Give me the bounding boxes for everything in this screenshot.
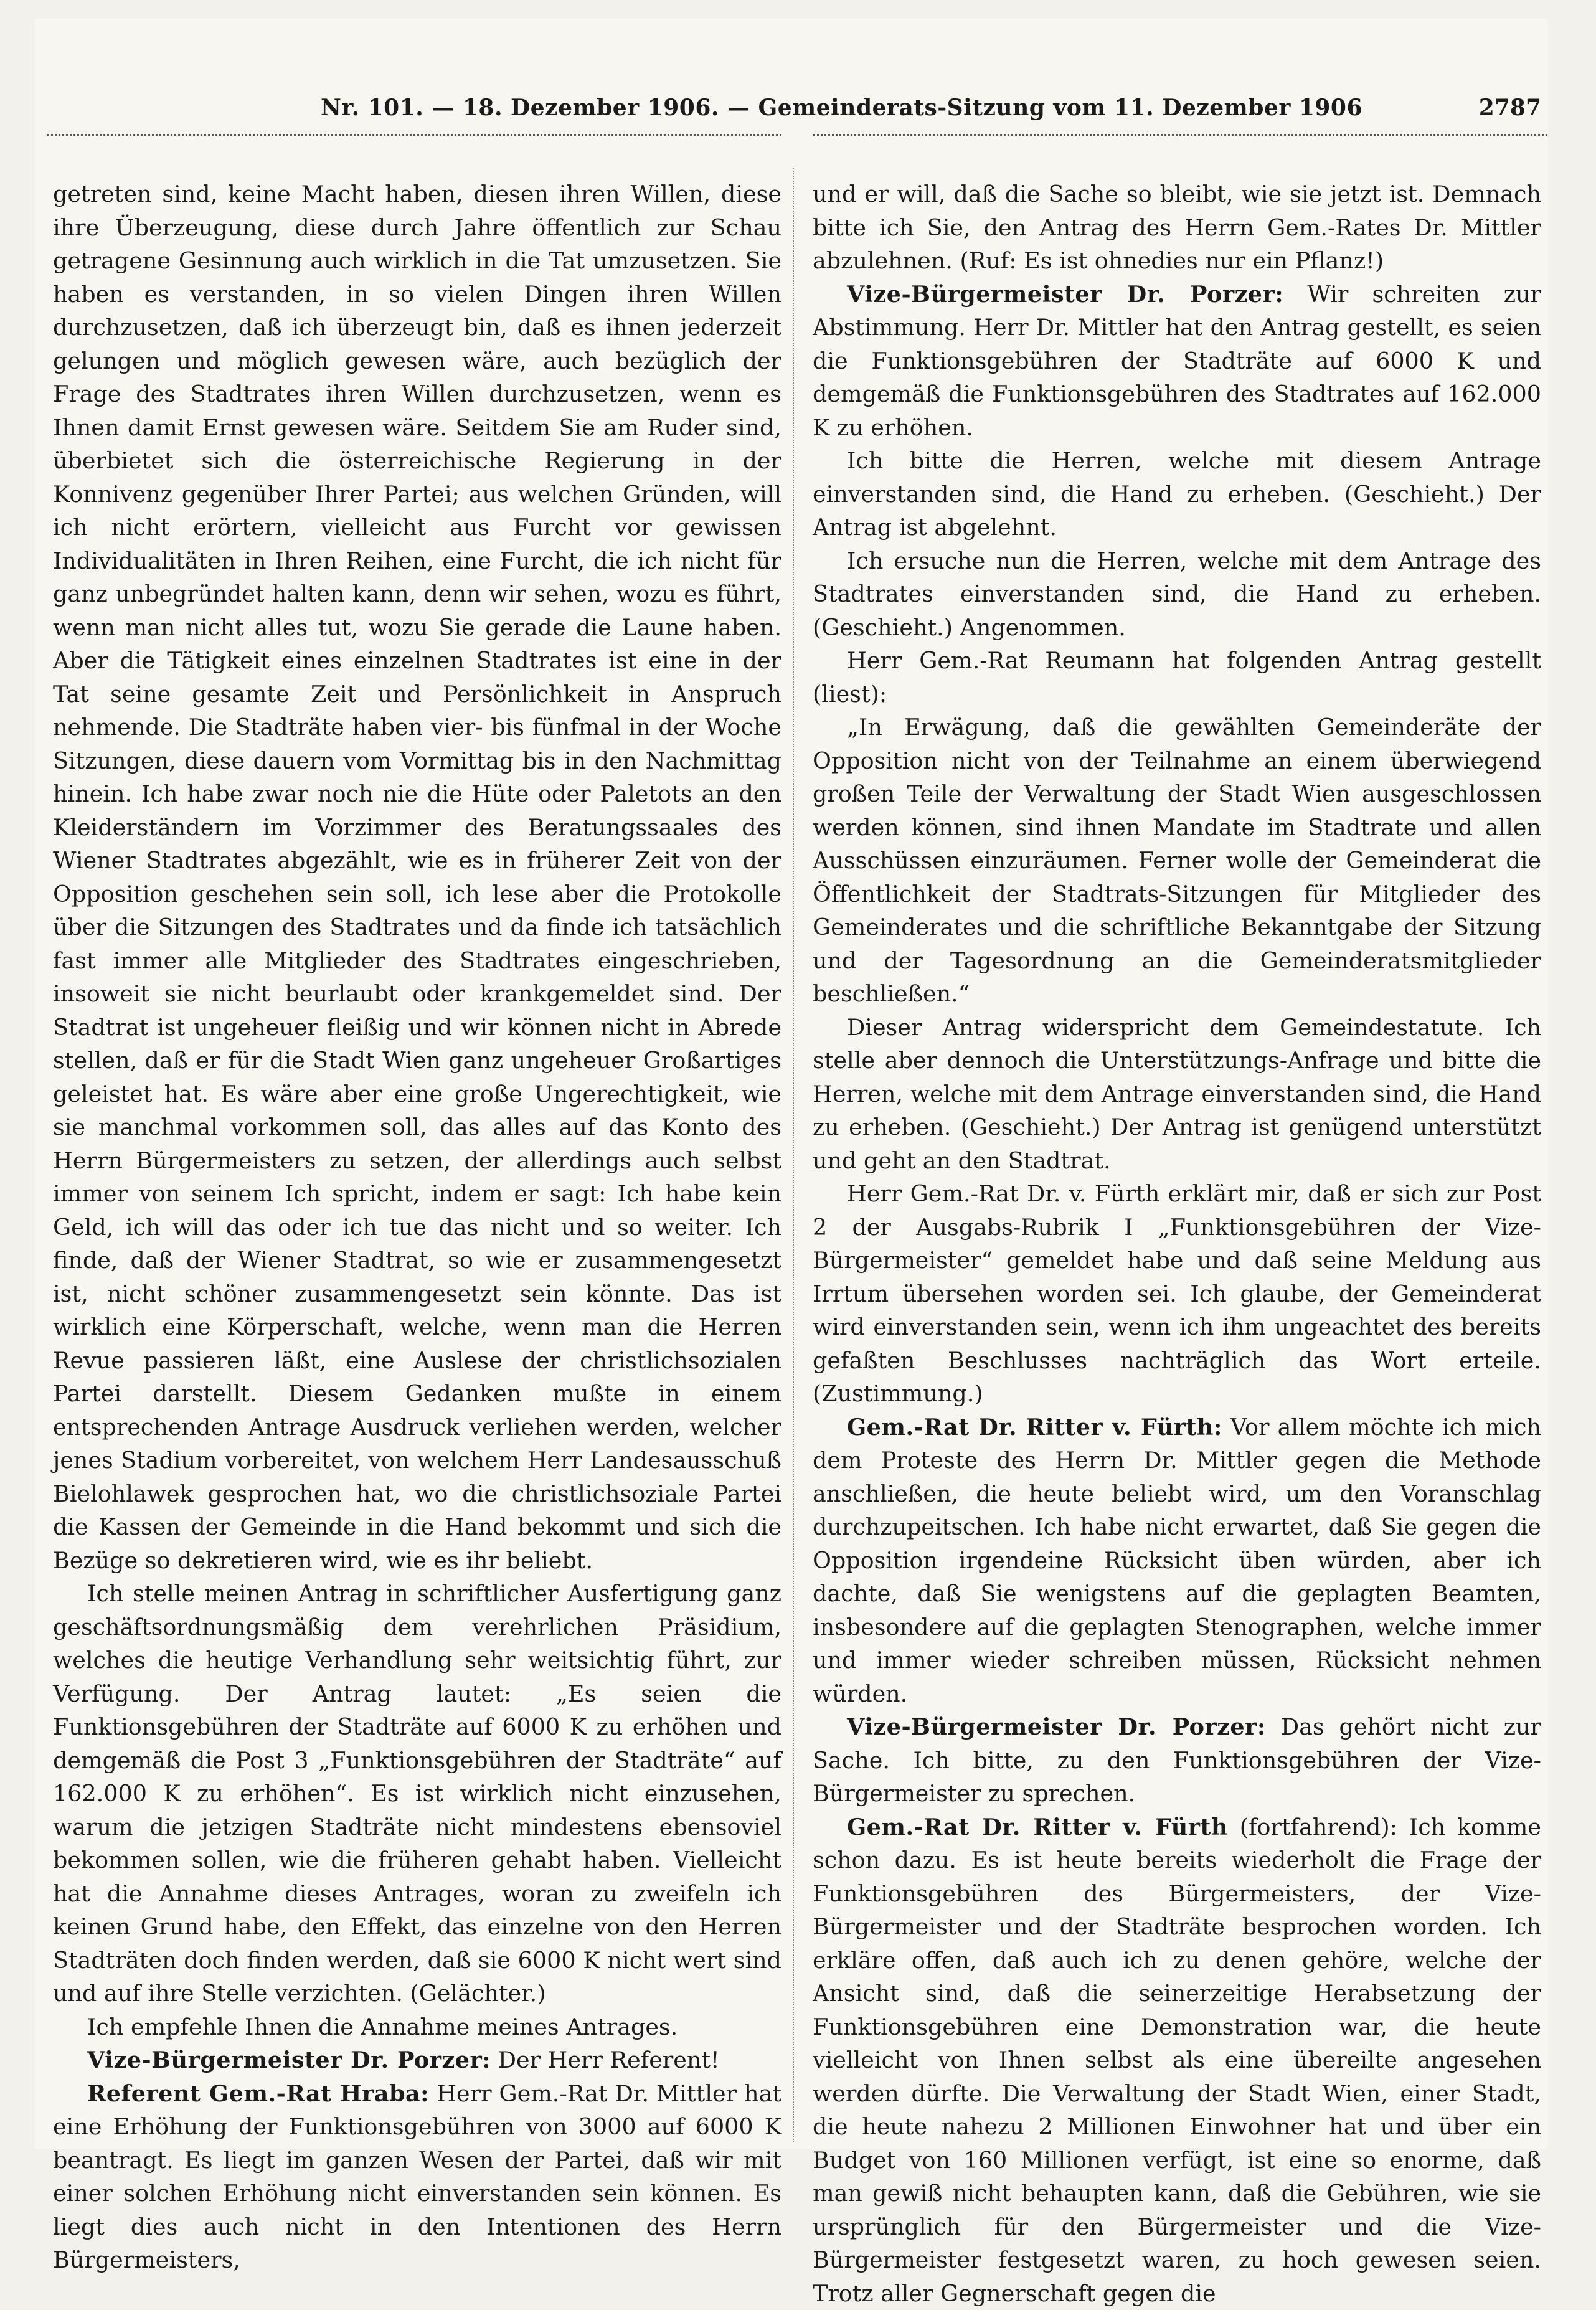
newspaper-page — [34, 19, 1547, 2149]
paragraph: und er will, daß die Sache so bleibt, wie sie jetzt ist. Demnach bitte ich Sie, den Antrag des Herrn Gem.-Rates Dr. Mittler abzulehnen. (Ruf: Es ist ohnedies nur ein Pflanz!) — [813, 178, 1541, 278]
paragraph: Ich bitte die Herren, welche mit diesem Antrage einverstanden sind, die Hand zu erheben. (Geschieht.) Der Antrag ist abgelehnt. — [813, 444, 1541, 544]
speech-paragraph — [813, 1811, 1541, 2310]
page-number: 2787 — [1479, 95, 1541, 121]
speech-paragraph — [813, 1710, 1541, 1811]
left-column — [53, 178, 781, 2277]
header-title: Nr. 101. — 18. Dezember 1906. — Gemeinderats-Sitzung vom 11. Dezember 1906 — [321, 95, 1362, 121]
page-header — [34, 81, 1547, 131]
speaker-name: Referent Gem.-Rat Hraba: — [87, 2080, 429, 2107]
quoted-motion: „In Erwägung, daß die gewählten Gemeinderäte der Opposition nicht von der Teilnahme an einem überwiegend großen Teile der Verwaltung der Stadt Wien ausgeschlossen werden können, sind ihnen Mandate im Stadtrate und allen Ausschüssen einzuräumen. Ferner wolle der Gemeinderat die Öffentlichkeit der Stadtrats-Sitzungen für Mitglieder des Gemeinderates und die schriftliche Bekanntgabe der Sitzung und der Tagesordnung an die Gemeinderatsmitglieder beschließen.“ — [813, 711, 1541, 1011]
speech-text: Herr Gem.-Rat Dr. Mittler hat eine Erhöhung der Funktionsgebühren von 3000 auf 6000 K beantragt. Es liegt im ganzen Wesen der Partei, daß wir mit einer solchen Erhöhung nicht einverstanden sein können. Es liegt dies auch nicht in den Intentionen des Herrn Bürgermeisters, — [53, 2080, 781, 2274]
column-divider — [793, 168, 794, 2142]
paragraph: Dieser Antrag widerspricht dem Gemeindestatute. Ich stelle aber dennoch die Unterstützungs-Anfrage und bitte die Herren, welche mit dem Antrage einverstanden sind, die Hand zu erheben. (Geschieht.) Der Antrag ist genügend unterstützt und geht an den Stadtrat. — [813, 1011, 1541, 1178]
speech-text: Das gehört nicht zur Sache. Ich bitte, zu den Funktionsgebühren der Vize-Bürgermeister zu sprechen. — [813, 1713, 1541, 1807]
speech-text: Vor allem möchte ich mich dem Proteste des Herrn Dr. Mittler gegen die Methode anschließen, die heute beliebt wird, um den Voranschlag durchzupeitschen. Ich habe nicht erwartet, daß Sie gegen die Opposition irgendeine Rücksicht üben würden, aber ich dachte, daß Sie wenigstens auf die geplagten Beamten, insbesondere auf die geplagten Stenographen, welche immer und immer wieder schreiben müssen, Rücksicht nehmen würden. — [813, 1414, 1541, 1707]
right-column — [813, 178, 1541, 2310]
speaker-name: Vize-Bürgermeister Dr. Porzer: — [847, 1713, 1266, 1740]
speech-paragraph — [53, 2043, 781, 2077]
speaker-name: Gem.-Rat Dr. Ritter v. Fürth — [847, 1814, 1228, 1840]
paragraph: Herr Gem.-Rat Reumann hat folgenden Antrag gestellt (liest): — [813, 644, 1541, 711]
paragraph: Herr Gem.-Rat Dr. v. Fürth erklärt mir, daß er sich zur Post 2 der Ausgabs-Rubrik I „Funktionsgebühren der Vize-Bürgermeister“ gemeldet habe und daß seine Meldung aus Irrtum übersehen worden sei. Ich glaube, der Gemeinderat wird einverstanden sein, wenn ich ihm ungeachtet des bereits gefaßten Beschlusses nachträglich das Wort erteile. (Zustimmung.) — [813, 1177, 1541, 1411]
speaker-name: Gem.-Rat Dr. Ritter v. Fürth: — [847, 1414, 1222, 1441]
paragraph: Ich empfehle Ihnen die Annahme meines Antrages. — [53, 2010, 781, 2044]
speaker-name: Vize-Bürgermeister Dr. Porzer: — [847, 281, 1283, 308]
header-rule-left — [47, 134, 781, 140]
paragraph: Ich stelle meinen Antrag in schriftlicher Ausfertigung ganz geschäftsordnungsmäßig dem verehrlichen Präsidium, welches die heutige Verhandlung sehr weitsichtig führt, zur Verfügung. Der Antrag lautet: „Es seien die Funktionsgebühren der Stadträte auf 6000 K zu erhöhen und demgemäß die Post 3 „Funktionsgebühren der Stadträte“ auf 162.000 K zu erhöhen“. Es ist wirklich nicht einzusehen, warum die jetzigen Stadträte nicht mindestens ebensoviel bekommen sollen, wie die früheren gehabt haben. Vielleicht hat die Annahme dieses Antrages, woran zu zweifeln ich keinen Grund habe, den Effekt, das einzelne von den Herren Stadträten doch finden werden, daß sie 6000 K nicht wert sind und auf ihre Stelle verzichten. (Gelächter.) — [53, 1577, 781, 2010]
speech-paragraph — [53, 2077, 781, 2277]
speech-text: Wir schreiten zur Abstimmung. Herr Dr. Mittler hat den Antrag gestellt, es seien die Funktionsgebühren der Stadträte auf 6000 K und demgemäß die Funktionsgebühren des Stadtrates auf 162.000 K zu erhöhen. — [813, 281, 1541, 441]
speech-text: (fortfahrend): Ich komme schon dazu. Es ist heute bereits wiederholt die Frage der Funktionsgebühren des Bürgermeisters, der Vize-Bürgermeister und der Stadträte besprochen worden. Ich erkläre offen, daß auch ich zu denen gehöre, welche der Ansicht sind, daß die seinerzeitige Herabsetzung der Funktionsgebühren eine Demonstration war, die heute vielleicht von Ihnen selbst als eine übereilte angesehen werden dürfte. Die Verwaltung der Stadt Wien, einer Stadt, die heute nahezu 2 Millionen Einwohner hat und über ein Budget von 160 Millionen verfügt, ist eine so enorme, daß man gewiß nicht behaupten kann, daß die Gebühren, wie sie ursprünglich für den Bürgermeister und die Vize-Bürgermeister festgesetzt waren, zu hoch gewesen seien. Trotz aller Gegnerschaft gegen die — [813, 1814, 1541, 2307]
header-rule-right — [813, 134, 1547, 140]
paragraph: getreten sind, keine Macht haben, diesen ihren Willen, diese ihre Überzeugung, diese durch Jahre öffentlich zur Schau getragene Gesinnung auch wirklich in die Tat umzusetzen. Sie haben es verstanden, in so vielen Dingen ihren Willen durchzusetzen, daß ich überzeugt bin, daß es ihnen jederzeit gelungen und möglich gewesen wäre, auch bezüglich der Frage des Stadtrates ihren Willen durchzusetzen, wenn es Ihnen damit Ernst gewesen wäre. Seitdem Sie am Ruder sind, überbietet sich die österreichische Regierung in der Konnivenz gegenüber Ihrer Partei; aus welchen Gründen, will ich nicht erörtern, vielleicht aus Furcht vor gewissen Individualitäten in Ihren Reihen, eine Furcht, die ich nicht für ganz unbegründet halten kann, denn wir sehen, wozu es führt, wenn man nicht alles tut, wozu Sie gerade die Laune haben. Aber die Tätigkeit eines einzelnen Stadtrates ist eine in der Tat seine gesamte Zeit und Persönlichkeit in Anspruch nehmende. Die Stadträte haben vier- bis fünfmal in der Woche Sitzungen, diese dauern vom Vormittag bis in den Nachmittag hinein. Ich habe zwar noch nie die Hüte oder Paletots an den Kleiderständern im Vorzimmer des Beratungssaales des Wiener Stadtrates abgezählt, wie es in früherer Zeit von der Opposition geschehen sein soll, ich lese aber die Protokolle über die Sitzungen des Stadtrates und da finde ich tatsächlich fast immer alle Mitglieder des Stadtrates eingeschrieben, insoweit sie nicht beurlaubt oder krankgemeldet sind. Der Stadtrat ist ungeheuer fleißig und wir können nicht in Abrede stellen, daß er für die Stadt Wien ganz ungeheuer Großartiges geleistet hat. Es wäre aber eine große Ungerechtigkeit, wie sie manchmal vorkommen soll, das alles auf das Konto des Herrn Bürgermeisters zu setzen, der allerdings auch selbst immer von seinem Ich spricht, indem er sagt: Ich habe kein Geld, ich will das oder ich tue das nicht und so weiter. Ich finde, daß der Wiener Stadtrat, so wie er zusammengesetzt ist, nicht schöner zusammengesetzt sein könnte. Das ist wirklich eine Körperschaft, welche, wenn man die Herren Revue passieren läßt, eine Auslese der christlichsozialen Partei darstellt. Diesem Gedanken mußte in einem entsprechenden Antrage Ausdruck verliehen werden, welcher jenes Stadium vorbereitet, von welchem Herr Landesausschuß Bielohlawek gesprochen hat, wo die christlichsoziale Partei die Kassen der Gemeinde in die Hand bekommt und sich die Bezüge so dekretieren wird, wie es ihr beliebt. — [53, 178, 781, 1577]
speaker-name: Vize-Bürgermeister Dr. Porzer: — [87, 2047, 491, 2073]
paragraph: Ich ersuche nun die Herren, welche mit dem Antrage des Stadtrates einverstanden sind, die Hand zu erheben. (Geschieht.) Angenommen. — [813, 544, 1541, 645]
speech-paragraph — [813, 1411, 1541, 1711]
speech-text: Der Herr Referent! — [498, 2047, 720, 2073]
speech-paragraph — [813, 278, 1541, 445]
